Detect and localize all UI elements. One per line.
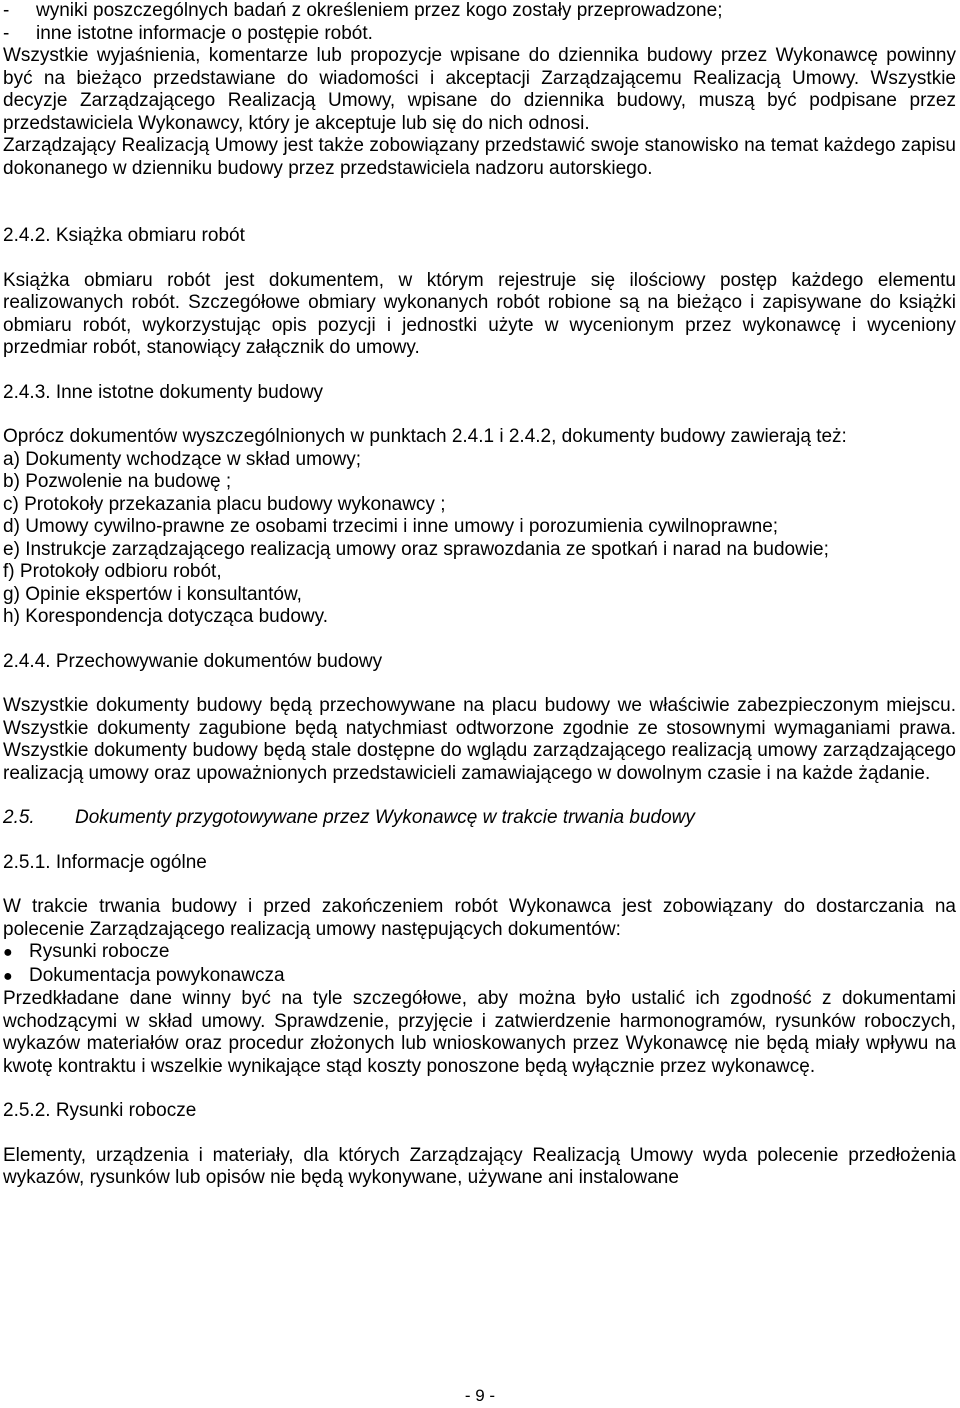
list-label: g) [3,583,26,605]
list-item [3,0,956,23]
list-item-text: Opinie ekspertów i konsultantów, [25,583,302,605]
list-item [3,471,956,494]
bullet-icon: ● [3,967,13,985]
documents-list [3,449,956,629]
list-item-text: Dokumenty wchodzące w skład umowy; [25,448,361,470]
list-item [3,561,956,584]
list-item-text: Rysunki robocze [29,941,170,962]
list-item-text: Dokumentacja powykonawcza [29,964,285,986]
list-item [3,965,956,989]
list-marker: - [3,22,10,44]
document-page [3,0,956,1190]
list-item-text: inne istotne informacje o postępie robót. [36,22,373,44]
list-label: d) [3,516,26,537]
list-item-text: Korespondencja dotycząca budowy. [25,606,328,627]
section-heading-2-4-2: 2.4.2. Książka obmiaru robót [3,225,245,246]
list-item-text: Protokoły przekazania placu budowy wykonawcy ; [24,493,446,515]
list-label: f) [3,561,20,582]
section-heading-2-4-4: 2.4.4. Przechowywanie dokumentów budowy [3,650,383,672]
dash-list [3,0,956,45]
list-label: h) [3,606,26,627]
list-item [3,516,956,539]
section-heading-2-5-2: 2.5.2. Rysunki robocze [3,1100,197,1121]
list-label: a) [3,448,26,470]
list-item [3,941,956,965]
section-intro-2-4-3: Oprócz dokumentów wyszczególnionych w punktach 2.4.1 i 2.4.2, dokumenty budowy zawierają też: [3,426,847,447]
section-heading-2-5-1: 2.5.1. Informacje ogólne [3,851,207,873]
list-item-text: Umowy cywilno-prawne ze osobami trzecimi i inne umowy i porozumienia cywilnoprawne; [25,516,779,537]
paragraph-author-supervision: Zarządzający Realizacją Umowy jest także zobowiązany przedstawić swoje stanowisko na temat każdego zapisu dokonanego w dzienniku budowy przez przedstawiciela nadzoru autorskiego. [3,135,956,179]
section-heading-2-5 [3,807,956,830]
section-body-2-4-4: Wszystkie dokumenty budowy będą przechowywane na placu budowy we właściwie zabezpieczonym miejscu. Wszystkie dokumenty zagubione będą natychmiast odtworzone zgodnie ze stosownymi wymaganiami prawa. Wszystkie dokumenty budowy będą stale dostępne do wglądu zarządzającego realizacją umowy zarządzającego realizacją umowy oraz upoważnionych przedstawicieli zamawiającego w dowolnym czasie i na każde żądanie. [3,695,956,784]
bullet-list [3,941,956,988]
list-item [3,584,956,607]
section-title: Dokumenty przygotowywane przez Wykonawcę w trakcie trwania budowy [75,807,695,828]
section-body-2-5-2: Elementy, urządzenia i materiały, dla których Zarządzający Realizacją Umowy wyda polecenie przedłożenia wykazów, rysunków lub opisów nie będą wykonywane, używane ani instalowane [3,1144,956,1188]
list-item-text: Instrukcje zarządzającego realizacją umowy oraz sprawozdania ze spotkań i narad na budowie; [25,538,829,560]
list-item-text: wyniki poszczególnych badań z określeniem przez kogo zostały przeprowadzone; [36,0,723,21]
bullet-icon: ● [3,944,13,961]
list-item-text: Pozwolenie na budowę ; [25,471,232,492]
list-marker: - [3,0,10,21]
list-item [3,449,956,472]
section-body-2-5-1: Przedkładane dane winny być na tyle szczegółowe, aby można było ustalić ich zgodność z dokumentami wchodzącymi w skład umowy. Sprawdzenie, przyjęcie i zatwierdzenie harmonogramów, rysunków roboczych, wykazów materiałów oraz procedur złożonych lub wnioskowanych przez Wykonawcę nie będą miały wpływu na kwotę kontraktu i wszelkie wynikające stąd koszty ponoszone będą wyłącznie przez wykonawcę. [3,988,956,1077]
section-intro-2-5-1: W trakcie trwania budowy i przed zakończeniem robót Wykonawca jest zobowiązany do dostarczania na polecenie Zarządzającego realizacją umowy następujących dokumentów: [3,896,956,940]
list-item [3,606,956,629]
paragraph-explanations: Wszystkie wyjaśnienia, komentarze lub propozycje wpisane do dziennika budowy przez Wykonawcę powinny być na bieżąco przedstawiane do wiadomości i akceptacji Zarządzającemu Realizacją Umowy. Wszystkie decyzje Zarządzającego Realizacją Umowy, wpisane do dziennika budowy, muszą być podpisane przez przedstawiciela Wykonawcy, który je akceptuje lub się do nich odnosi. [3,45,956,134]
list-label: e) [3,538,26,560]
list-label: c) [3,493,25,515]
list-item [3,23,956,46]
page-number: - 9 - [464,1386,496,1405]
list-label: b) [3,471,26,492]
list-item [3,494,956,517]
section-body-2-4-2: Książka obmiaru robót jest dokumentem, w którym rejestruje się ilościowy postęp każdego elementu realizowanych robót. Szczegółowe obmiary wykonanych robót robione są na bieżąco i zapisywane do książki obmiaru robót, wykorzystując opis pozycji i jednostki użyte w wycenionym przez wykonawcę i wyceniony przedmiar robót, stanowiący załącznik do umowy. [3,269,956,358]
list-item-text: Protokoły odbioru robót, [19,561,222,582]
section-heading-2-4-3: 2.4.3. Inne istotne dokumenty budowy [3,381,324,403]
list-item [3,539,956,562]
section-number: 2.5. [3,807,35,828]
